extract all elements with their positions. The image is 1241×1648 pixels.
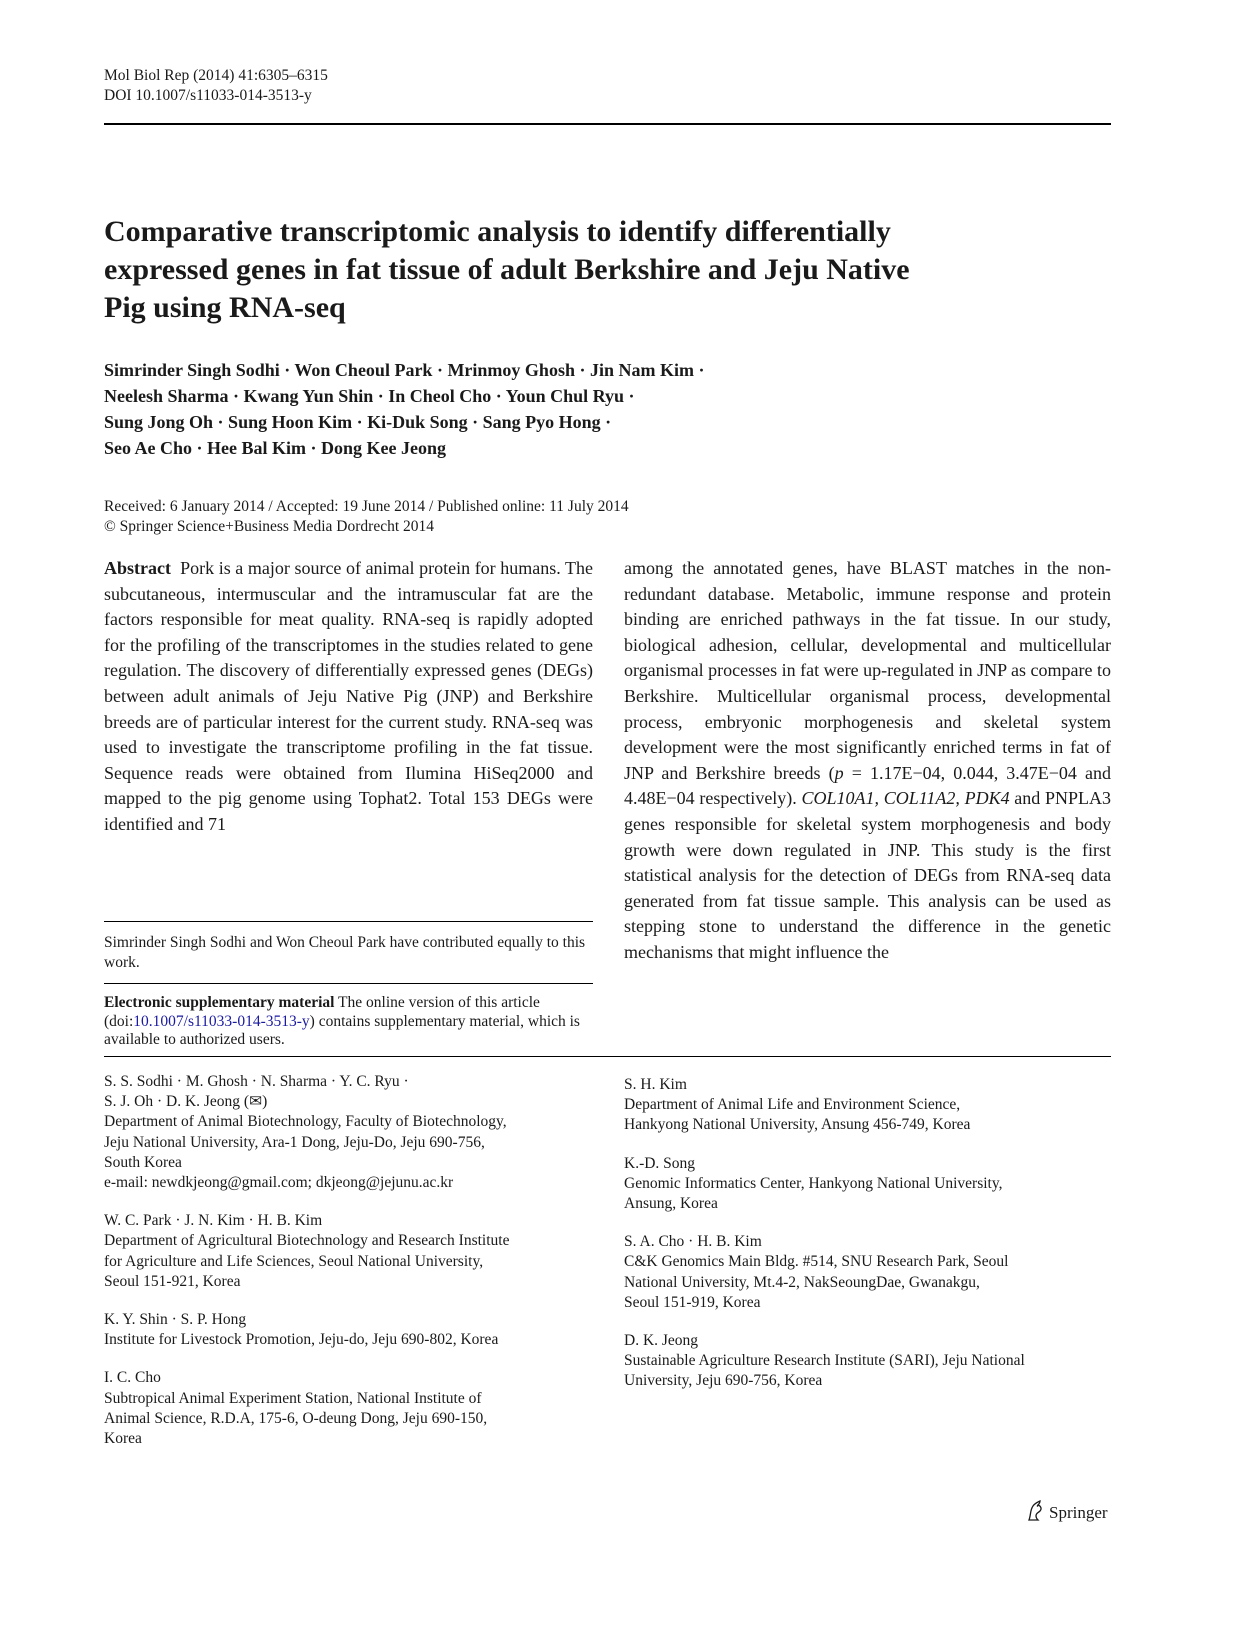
abstract-paragraph <box>104 556 593 838</box>
abstract-left-column <box>104 556 593 838</box>
affiliation-address: University, Jeju 690-756, Korea <box>624 1372 823 1390</box>
doi-line: DOI 10.1007/s11033-014-3513-y <box>104 87 312 104</box>
affiliation-address: C&K Genomics Main Bldg. #514, SNU Research Park, Seoul <box>624 1253 1009 1271</box>
springer-horse-icon <box>1025 1500 1045 1522</box>
affiliation-address: Seoul 151-921, Korea <box>104 1272 241 1290</box>
affiliation-authors: S. A. Cho · H. B. Kim <box>624 1233 762 1251</box>
author-list <box>104 357 1004 461</box>
esm-label: Electronic supplementary material <box>104 994 335 1011</box>
abstract-text-right-2: = 1.17E−04, 0.044, 3.47E−04 and 4.48E−04 respectively). <box>624 762 1111 809</box>
abstract-heading: Abstract <box>104 558 171 578</box>
affiliation-address: Hankyong National University, Ansung 456-749, Korea <box>624 1116 971 1134</box>
affiliations-right <box>624 1075 1111 1410</box>
affiliation-address: South Korea <box>104 1153 182 1171</box>
publisher-logo <box>1025 1500 1108 1524</box>
author-line: Neelesh Sharma · Kwang Yun Shin · In Cheol Cho · Youn Chul Ryu · <box>104 386 635 406</box>
contribution-footnote: Simrinder Singh Sodhi and Won Cheoul Park have contributed equally to this work. <box>104 934 586 971</box>
affiliation-address: Jeju National University, Ara-1 Dong, Jeju-Do, Jeju 690-756, <box>104 1133 485 1151</box>
abstract-right-column <box>624 556 1111 966</box>
author-line: Simrinder Singh Sodhi · Won Cheoul Park · Mrinmoy Ghosh · Jin Nam Kim · <box>104 360 705 380</box>
affiliation-address: Subtropical Animal Experiment Station, National Institute of <box>104 1389 482 1407</box>
abstract-paragraph-continued <box>624 556 1111 966</box>
affiliation <box>104 1072 593 1193</box>
author-line: Sung Jong Oh · Sung Hoon Kim · Ki-Duk Song · Sang Pyo Hong · <box>104 412 612 432</box>
publisher-name: Springer <box>1049 1503 1108 1522</box>
affiliation <box>624 1232 1111 1313</box>
affiliation-address: Institute for Livestock Promotion, Jeju-do, Jeju 690-802, Korea <box>104 1331 499 1349</box>
esm-footnote <box>104 994 593 1050</box>
affiliation-address: Department of Animal Biotechnology, Faculty of Biotechnology, <box>104 1113 507 1131</box>
doi-link[interactable]: 10.1007/s11033-014-3513-y <box>133 1012 310 1030</box>
affiliation-address: for Agriculture and Life Sciences, Seoul National University, <box>104 1252 484 1270</box>
title-line: Pig using RNA-seq <box>104 291 346 324</box>
abstract-text-right-3: and PNPLA3 genes responsible for skeletal system morphogenesis and body growth were down regulated in JNP. This study is the first statistical analysis for the detection of DEGs from RNA-seq data generated from fat tissue sample. This analysis can be used as stepping stone to understand the difference in the genetic mechanisms that might influence the <box>624 788 1111 962</box>
abstract-text-right-1: among the annotated genes, have BLAST matches in the non- redundant database. Metabolic, immune response and protein binding are enriched pathways in the fat tissue. In our study, biological adhesion, cellular, developmental and multicellular organismal processes in fat were up-regulated in JNP as compare to Berkshire. Multicellular organismal process, developmental process, embryonic morphogenesis and skeletal system development were the most significantly enriched terms in fat of JNP and Berkshire breeds ( <box>624 558 1111 783</box>
affiliations-rule <box>104 1056 1111 1057</box>
affiliation-address: Department of Agricultural Biotechnology and Research Institute <box>104 1232 510 1250</box>
journal-citation: Mol Biol Rep (2014) 41:6305–6315 <box>104 67 328 84</box>
affiliation-authors: K.-D. Song <box>624 1154 696 1172</box>
affiliation-authors: I. C. Cho <box>104 1369 161 1387</box>
gene-names: COL10A1, COL11A2, PDK4 <box>801 788 1010 809</box>
history-line: Received: 6 January 2014 / Accepted: 19 June 2014 / Published online: 11 July 2014 <box>104 498 629 515</box>
affiliation-authors: D. K. Jeong <box>624 1332 699 1350</box>
affiliation <box>624 1075 1111 1136</box>
affiliation <box>624 1154 1111 1215</box>
affiliation <box>104 1310 593 1350</box>
affiliation-address: Ansung, Korea <box>624 1195 718 1213</box>
affiliation-address: National University, Mt.4-2, NakSeoungDae, Gwanakgu, <box>624 1273 980 1291</box>
paper-title <box>104 213 1024 327</box>
affiliation <box>104 1368 593 1449</box>
journal-header <box>104 66 328 106</box>
affiliation-authors: K. Y. Shin · S. P. Hong <box>104 1311 247 1329</box>
affiliations-left <box>104 1072 593 1467</box>
affiliation <box>104 1211 593 1292</box>
publication-history <box>104 497 629 537</box>
affiliation <box>624 1331 1111 1392</box>
affiliation-address: Genomic Informatics Center, Hankyong National University, <box>624 1174 1003 1192</box>
affiliation-address: Korea <box>104 1430 142 1448</box>
affiliation-authors: S. S. Sodhi · M. Ghosh · N. Sharma · Y. C. Ryu · <box>104 1073 409 1090</box>
author-line: Seo Ae Cho · Hee Bal Kim · Dong Kee Jeong <box>104 438 446 458</box>
affiliation-address: Sustainable Agriculture Research Institute (SARI), Jeju National <box>624 1352 1025 1370</box>
affiliation-authors: W. C. Park · J. N. Kim · H. B. Kim <box>104 1212 323 1230</box>
affiliation-address: Animal Science, R.D.A, 175-6, O-deung Dong, Jeju 690-150, <box>104 1409 488 1427</box>
affiliation-address: Department of Animal Life and Environment Science, <box>624 1096 961 1114</box>
copyright-line: © Springer Science+Business Media Dordrecht 2014 <box>104 518 435 535</box>
affiliation-email[interactable]: e-mail: newdkjeong@gmail.com; dkjeong@jejunu.ac.kr <box>104 1174 454 1192</box>
affiliation-authors: S. H. Kim <box>624 1076 687 1093</box>
title-line: Comparative transcriptomic analysis to identify differentially <box>104 215 891 248</box>
esm-text: ) contains supplementary material, which is available to authorized users. <box>104 1012 580 1048</box>
abstract-text-left: Pork is a major source of animal protein for humans. The subcutaneous, intermuscular and the intramuscular fat are the factors responsible for meat quality. RNA-seq is rapidly adopted for the profiling of the transcriptomes in the studies related to gene regulation. The discovery of differentially expressed genes (DEGs) between adult animals of Jeju Native Pig (JNP) and Berkshire breeds are of particular interest for the current study. RNA-seq was used to investigate the transcriptome profiling in the fat tissue. Sequence reads were obtained from Ilumina HiSeq2000 and mapped to the pig genome using Tophat2. Total 153 DEGs were identified and 71 <box>104 558 593 834</box>
affiliation-authors: S. J. Oh · D. K. Jeong (✉) <box>104 1093 268 1111</box>
affiliation-address: Seoul 151-919, Korea <box>624 1293 761 1311</box>
title-line: expressed genes in fat tissue of adult Berkshire and Jeju Native <box>104 253 910 286</box>
esm-text: The online version of this article (doi: <box>104 994 540 1030</box>
p-value-symbol: p <box>834 762 844 783</box>
footnote-rule <box>104 983 593 984</box>
header-rule <box>104 123 1111 125</box>
footnote-rule <box>104 921 593 922</box>
